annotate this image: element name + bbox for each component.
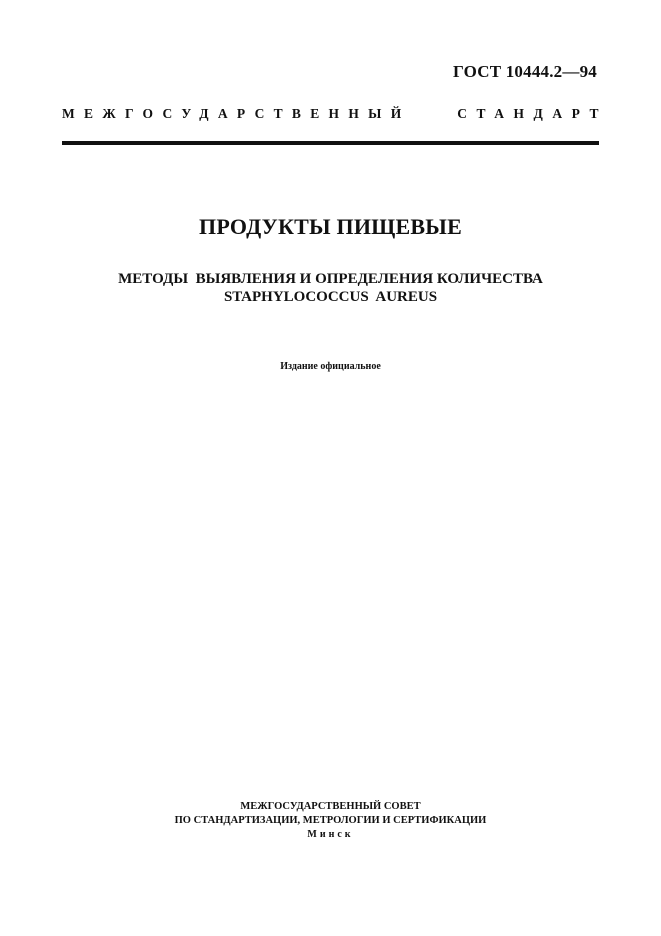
standard-number: ГОСТ 10444.2—94 bbox=[453, 62, 597, 81]
subtitle-line-2: STAPHYLOCOCCUS AUREUS bbox=[223, 289, 438, 305]
header-divider bbox=[62, 141, 599, 145]
subtitle-line-1: МЕТОДЫ ВЫЯВЛЕНИЯ И ОПРЕДЕЛЕНИЯ КОЛИЧЕСТВА bbox=[118, 271, 543, 287]
publisher-block bbox=[0, 800, 661, 842]
standard-type-right: СТАНДАРТ bbox=[457, 106, 608, 121]
standard-type-left: МЕЖГОСУДАРСТВЕННЫЙ bbox=[62, 106, 411, 121]
publisher-line-2: ПО СТАНДАРТИЗАЦИИ, МЕТРОЛОГИИ И СЕРТИФИКАЦИИ bbox=[174, 815, 487, 826]
publisher-city: Минск bbox=[307, 829, 354, 840]
edition-note: Издание официальное bbox=[280, 361, 381, 372]
standard-type-heading bbox=[62, 106, 608, 122]
document-title: ПРОДУКТЫ ПИЩЕВЫЕ bbox=[199, 214, 462, 239]
document-subtitle bbox=[0, 270, 661, 306]
publisher-line-1: МЕЖГОСУДАРСТВЕННЫЙ СОВЕТ bbox=[240, 801, 421, 812]
